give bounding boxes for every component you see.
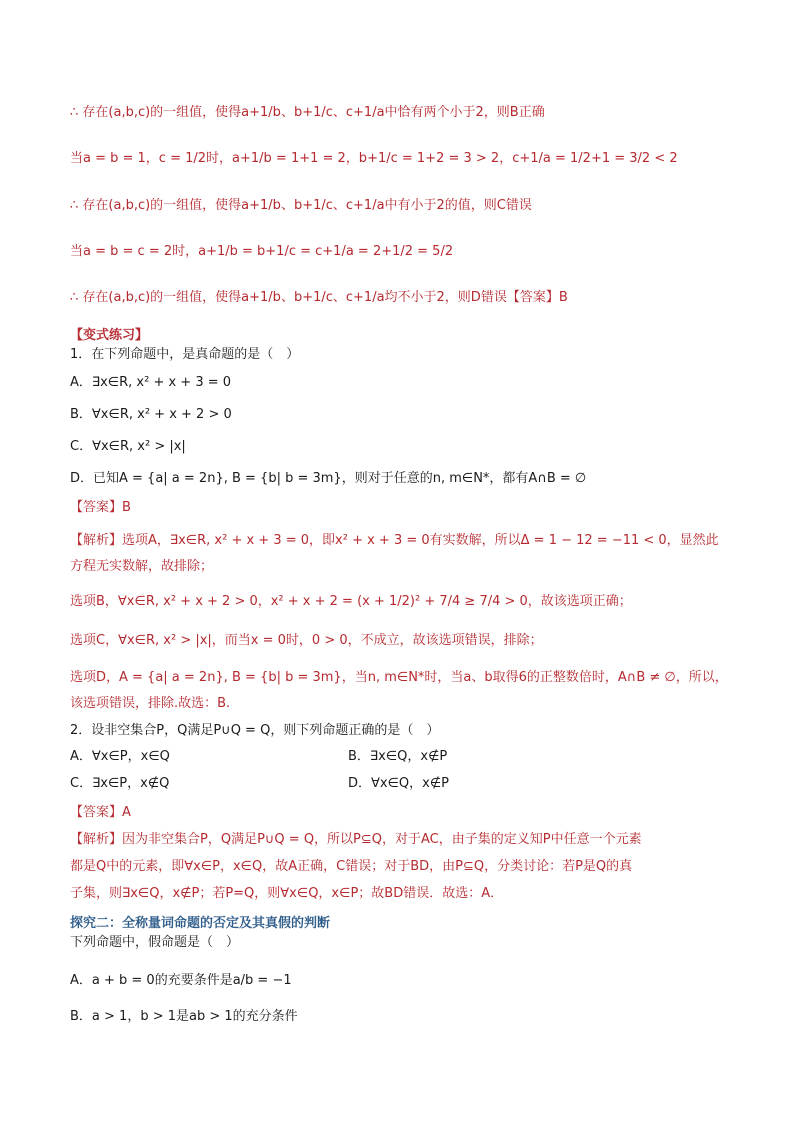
q1-analysis-2: 选项B，∀x∈R, x² + x + 2 > 0，x² + x + 2 = (x + 1/2)² + 7/4 ≥ 7/4 > 0，故该选项正确；	[70, 594, 632, 609]
q1-analysis-1: 【解析】选项A，∃x∈R, x² + x + 3 = 0，即x² + x + 3 = 0有实数解，所以Δ = 1 − 12 = −11 < 0，显然此方程无实数解，故排除；	[70, 533, 719, 574]
q2-option-d: D．∀x∈Q，x∉P	[348, 776, 450, 791]
q1-option-c: C．∀x∈R, x² > |x|	[70, 439, 186, 454]
solution-line-4: 当a = b = c = 2时，a+1/b = b+1/c = c+1/a = 2+1/2 = 5/2	[70, 244, 454, 259]
q2-row-1	[70, 748, 170, 766]
q2-analysis-3: 子集，则∃x∈Q，x∉P；若P=Q，则∀x∈Q，x∈P；故BD错误．故选：A．	[70, 886, 504, 901]
solution-line-2: 当a = b = 1，c = 1/2时，a+1/b = 1+1 = 2，b+1/c = 1+2 = 3 > 2，c+1/a = 1/2+1 = 3/2 < 2	[70, 151, 678, 166]
solution-line-3: ∴ 存在(a,b,c)的一组值，使得a+1/b、b+1/c、c+1/a中有小于2的值，则C错误	[70, 198, 532, 213]
section-2-option-a: A．a + b = 0的充要条件是a/b = −1	[70, 973, 292, 988]
q2-analysis-1: 【解析】因为非空集合P，Q满足P∪Q = Q，所以P⊆Q，对于AC，由子集的定义知P中任意一个元素	[70, 832, 642, 847]
section-2-option-b: B．a > 1，b > 1是ab > 1的充分条件	[70, 1009, 298, 1024]
section-2-stem: 下列命题中，假命题是（ ）	[70, 935, 240, 950]
solution-line-1: ∴ 存在(a,b,c)的一组值，使得a+1/b、b+1/c、c+1/a中恰有两个小于2，则B正确	[70, 105, 545, 120]
q2-option-a: A．∀x∈P，x∈Q	[70, 749, 170, 764]
q2-stem: 2．设非空集合P，Q满足P∪Q = Q，则下列命题正确的是（ ）	[70, 723, 440, 738]
answer-label: 【答案】B	[506, 290, 568, 305]
q1-analysis-3: 选项C，∀x∈R, x² > |x|，而当x = 0时，0 > 0，不成立，故该选项错误，排除；	[70, 633, 543, 648]
q1-option-a: A．∃x∈R, x² + x + 3 = 0	[70, 375, 232, 390]
q2-option-b: B．∃x∈Q，x∉P	[348, 749, 448, 764]
q1-answer: 【答案】B	[70, 500, 131, 515]
q2-option-c: C．∃x∈P，x∉Q	[70, 776, 170, 791]
q1-analysis-4: 选项D，A = {a| a = 2n}, B = {b| b = 3m}，当n, m∈N*时，当a、b取得6的正整数倍时，A∩B ≠ ∅，所以，该选项错误，排除.故选：B.	[70, 670, 728, 711]
q1-option-b: B．∀x∈R, x² + x + 2 > 0	[70, 407, 232, 422]
q2-answer: 【答案】A	[70, 805, 131, 820]
q1-option-d: D．已知A = {a| a = 2n}, B = {b| b = 3m}，则对于任意的n, m∈N*，都有A∩B = ∅	[70, 471, 587, 486]
solution-line-5	[70, 289, 568, 307]
solution-line-5-text: ∴ 存在(a,b,c)的一组值，使得a+1/b、b+1/c、c+1/a均不小于2，则D错误	[70, 290, 507, 305]
practice-header: 【变式练习】	[70, 328, 149, 343]
q1-stem: 1．在下列命题中，是真命题的是（ ）	[70, 347, 300, 362]
section-2-title: 探究二：全称量词命题的否定及其真假的判断	[70, 916, 331, 931]
q2-analysis-2: 都是Q中的元素，即∀x∈P，x∈Q，故A正确，C错误；对于BD，由P⊆Q，分类讨论：若P是Q的真	[70, 859, 633, 874]
